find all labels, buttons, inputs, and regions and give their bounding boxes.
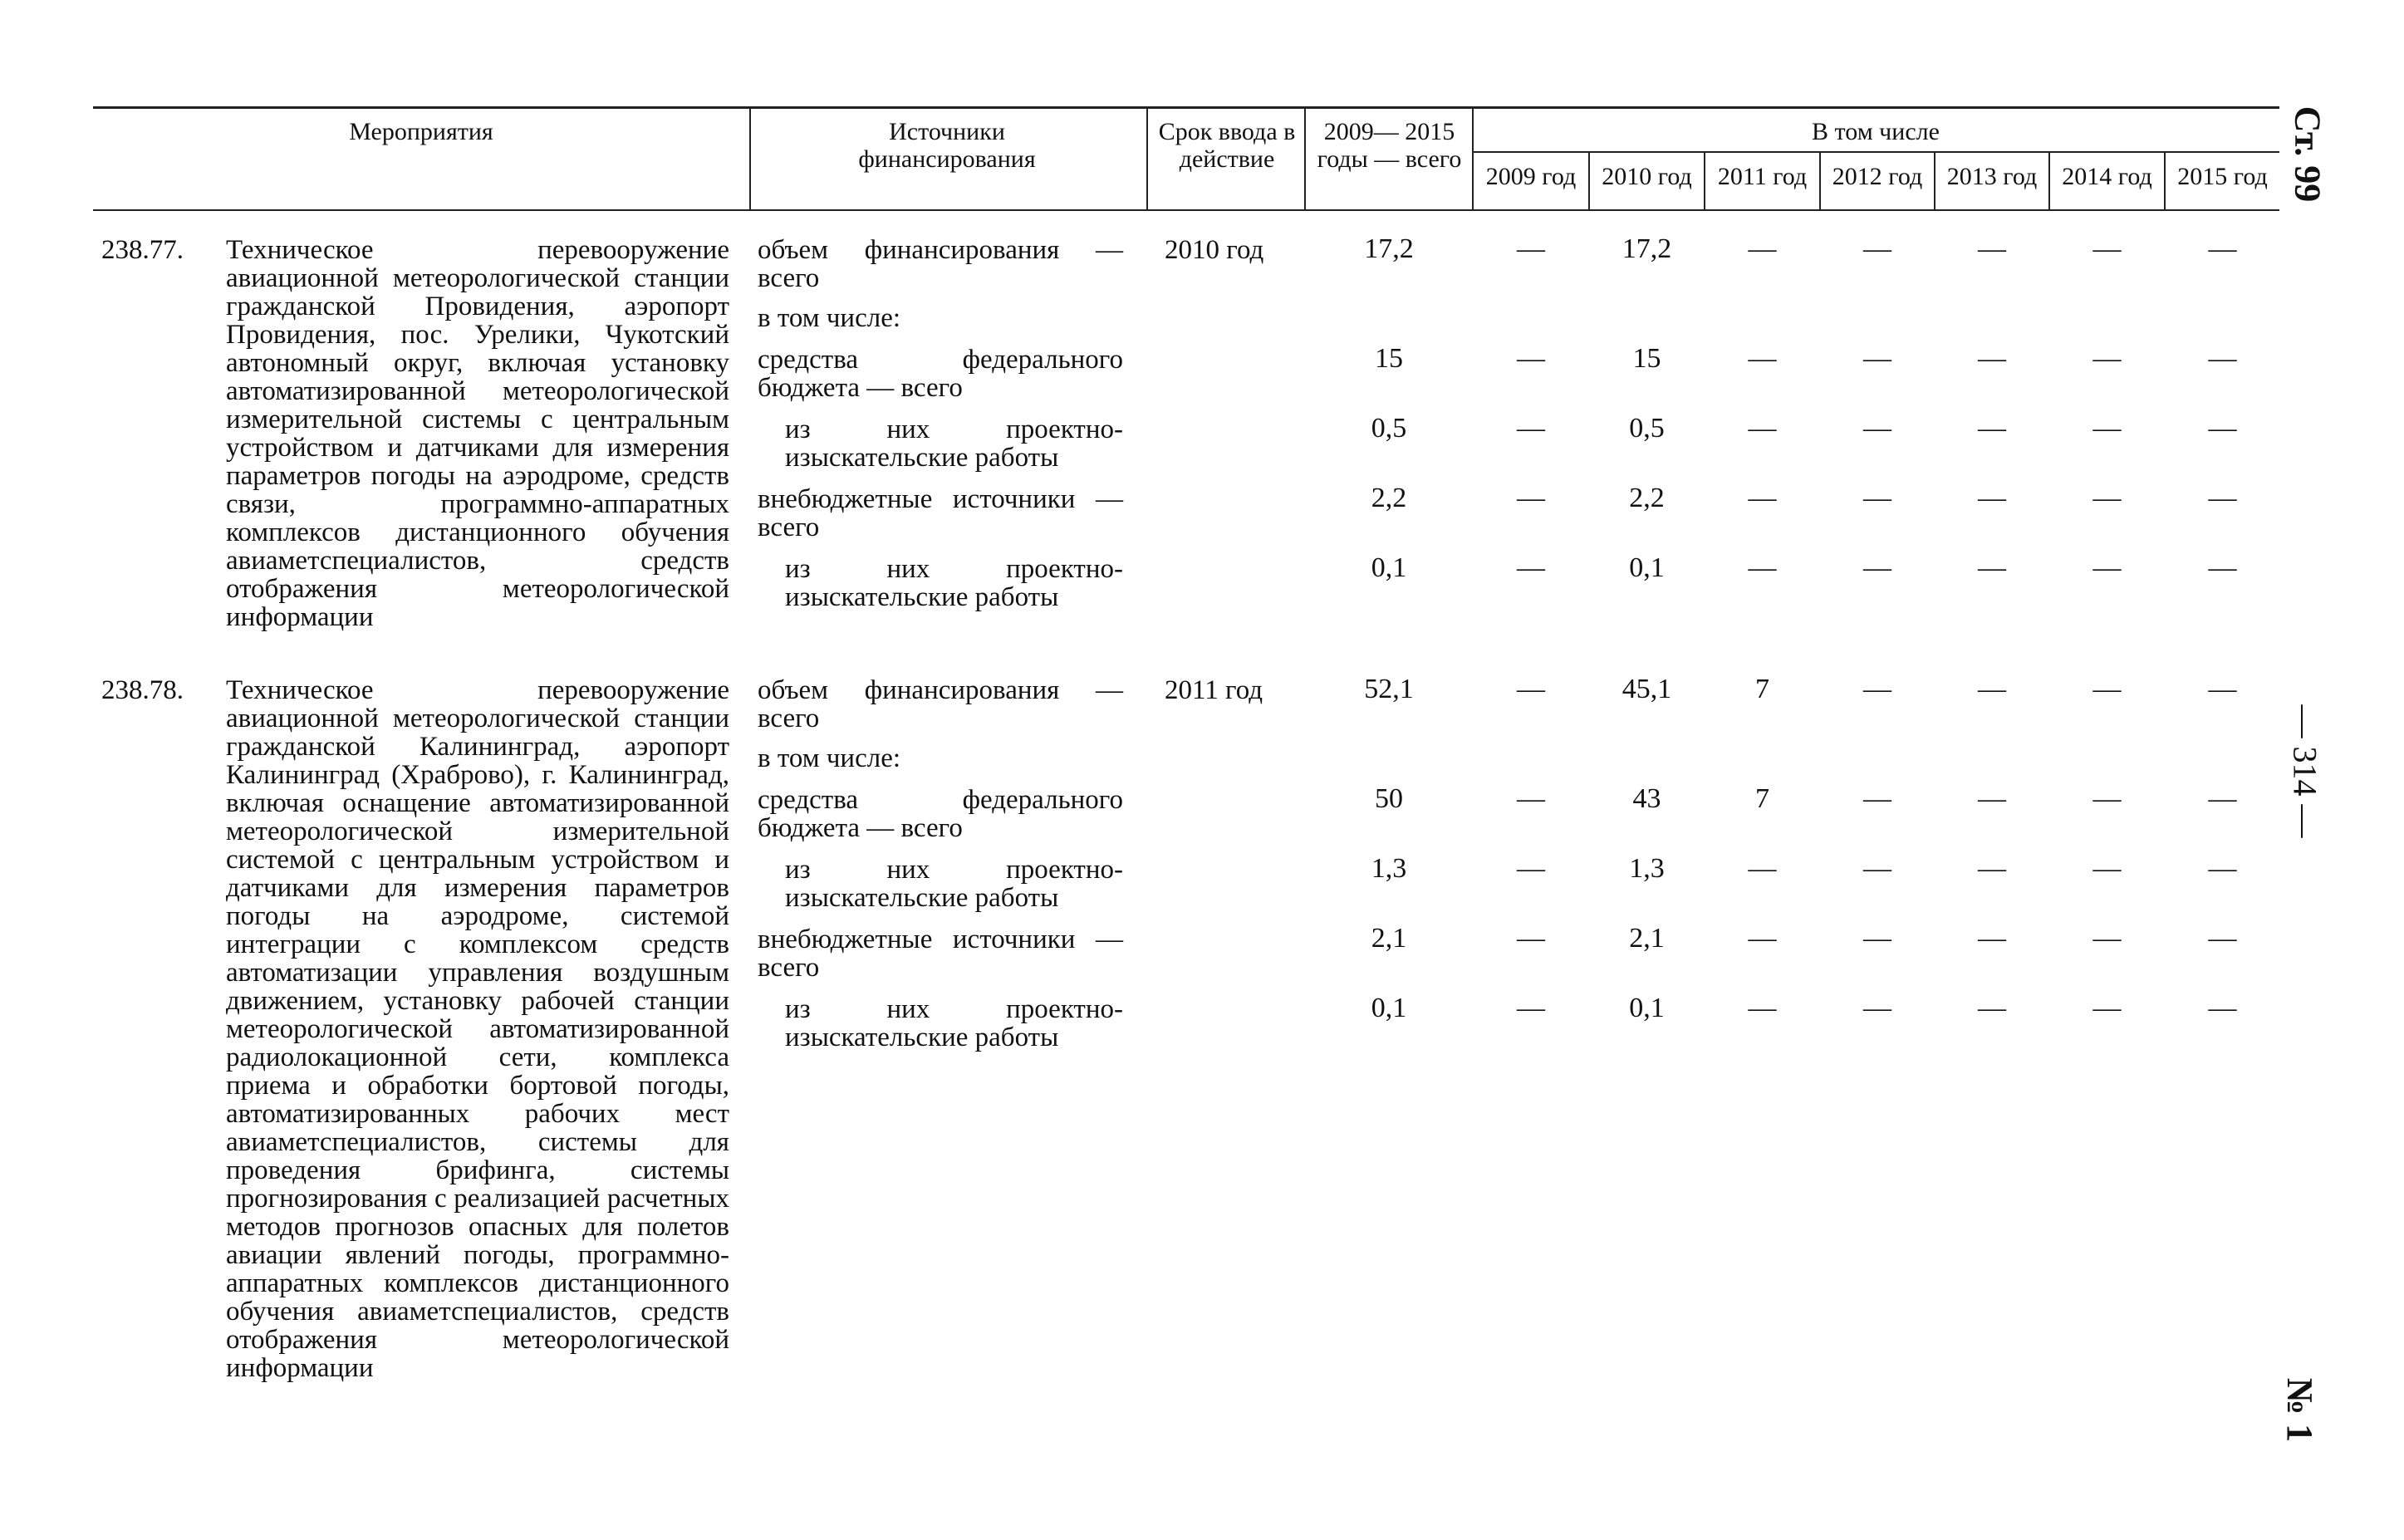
header-total: 2009— 2015 годы — всего bbox=[1317, 118, 1462, 173]
col-divider bbox=[1146, 106, 1148, 211]
total-value: 2,2 bbox=[1371, 483, 1407, 513]
total-value: 52,1 bbox=[1364, 674, 1414, 704]
source-label: в том числе: bbox=[758, 303, 901, 333]
total-value: 50 bbox=[1375, 783, 1403, 814]
year-value: — bbox=[2092, 853, 2122, 884]
year-value: 17,2 bbox=[1621, 233, 1672, 264]
year-value: — bbox=[1517, 483, 1545, 513]
entry-description: Техническое перевооружение авиационной метеорологической станции гражданской Калининград, аэропорт Калининград (Храброво), г. Калининград, включая оснащение автоматизированной метеорологической измерительной системой с центральным устройством и датчиками для измерения параметров погоды на аэродроме, системой интеграции с комплексом средств автоматизации управления воздушным движением, установку рабочей станции метеорологической автоматизированной радиолокационной сети, комплекса приема и обработки бортовой погоды, автоматизированных рабочих мест авиаметспециалистов, системы для проведения брифинга, системы прогнозирования с реализацией расчетных методов прогнозов опасных для полетов авиации явлений погоды, программно-аппаратных комплексов дистанционного обучения авиаметспециалистов, средств отображения метеорологической информации bbox=[226, 675, 729, 1383]
year-value: — bbox=[1517, 853, 1545, 884]
header-year: 2014 год bbox=[2062, 163, 2152, 190]
source-label: из них проектно-изыскательские работы bbox=[785, 855, 1123, 913]
year-value: — bbox=[1978, 552, 2006, 583]
year-value: — bbox=[2092, 413, 2122, 444]
year-value: — bbox=[1863, 783, 1891, 814]
table-top-rule bbox=[93, 106, 2279, 109]
year-value: — bbox=[1748, 552, 1777, 583]
year-value: 7 bbox=[1755, 783, 1769, 814]
header-year: 2012 год bbox=[1832, 163, 1923, 190]
entry-number: 238.77. bbox=[101, 235, 184, 265]
year-value: — bbox=[2208, 552, 2237, 583]
year-value: — bbox=[1517, 413, 1545, 444]
total-value: 0,1 bbox=[1371, 552, 1407, 583]
year-group-rule bbox=[1472, 151, 2279, 153]
year-value: — bbox=[1748, 233, 1777, 264]
year-value: 43 bbox=[1632, 783, 1661, 814]
year-value: — bbox=[1517, 343, 1545, 374]
year-value: — bbox=[2092, 483, 2122, 513]
header-including: В том числе bbox=[1812, 118, 1940, 145]
year-value: — bbox=[1748, 923, 1777, 954]
total-value: 2,1 bbox=[1371, 923, 1407, 954]
year-value: — bbox=[1978, 674, 2006, 704]
year-value: — bbox=[2092, 233, 2122, 264]
year-value: — bbox=[2208, 413, 2237, 444]
source-label: средства федерального бюджета — всего bbox=[758, 785, 1123, 843]
year-value: — bbox=[1517, 674, 1545, 704]
year-value: — bbox=[1863, 413, 1891, 444]
year-value: — bbox=[1748, 413, 1777, 444]
entry-description: Техническое перевооружение авиационной метеорологической станции гражданской Провидения, аэропорт Провидения, пос. Урелики, Чукотский автономный округ, включая установку автоматизированной метеорологической измерительной системы с центральным устройством и датчиками для измерения параметров погоды на аэродроме, средств связи, программно-аппаратных комплексов дистанционного обучения авиаметспециалистов, средств отображения метеорологической информации bbox=[226, 235, 729, 632]
year-value: — bbox=[1863, 233, 1891, 264]
year-value: 0,1 bbox=[1629, 993, 1665, 1023]
page-side-label: Ст. 99 bbox=[2287, 105, 2328, 203]
year-value: — bbox=[2208, 923, 2237, 954]
year-value: — bbox=[1863, 483, 1891, 513]
year-value: — bbox=[1517, 552, 1545, 583]
year-value: — bbox=[2208, 483, 2237, 513]
year-value: — bbox=[2208, 993, 2237, 1023]
entry-number: 238.78. bbox=[101, 675, 184, 705]
year-value: — bbox=[2092, 993, 2122, 1023]
entry-term: 2010 год bbox=[1165, 235, 1264, 265]
header-year: 2009 год bbox=[1485, 163, 1577, 190]
source-label: внебюджетные источники — всего bbox=[758, 484, 1123, 542]
header-year: 2010 год bbox=[1602, 163, 1692, 190]
year-value: — bbox=[1978, 343, 2006, 374]
year-value: — bbox=[2208, 853, 2237, 884]
header-year: 2013 год bbox=[1946, 163, 2038, 190]
source-label: объем финансирования — всего bbox=[758, 675, 1123, 733]
year-value: 2,1 bbox=[1629, 923, 1665, 954]
year-value: — bbox=[1978, 233, 2006, 264]
header-events: Мероприятия bbox=[349, 118, 493, 145]
col-divider bbox=[1304, 106, 1306, 211]
year-value: — bbox=[1517, 993, 1545, 1023]
header-sources: Источники финансирования bbox=[858, 118, 1036, 173]
year-value: — bbox=[1978, 483, 2006, 513]
total-value: 15 bbox=[1375, 343, 1403, 374]
year-value: — bbox=[2208, 343, 2237, 374]
total-value: 0,5 bbox=[1371, 413, 1407, 444]
col-divider bbox=[749, 106, 751, 211]
year-value: — bbox=[1978, 853, 2006, 884]
year-value: — bbox=[1978, 923, 2006, 954]
source-label: из них проектно-изыскательские работы bbox=[785, 994, 1123, 1052]
source-label: объем финансирования — всего bbox=[758, 235, 1123, 293]
page-number: — 314 — bbox=[2286, 704, 2324, 838]
year-value: — bbox=[2092, 674, 2122, 704]
year-value: 0,5 bbox=[1629, 413, 1665, 444]
year-value: — bbox=[1748, 993, 1777, 1023]
year-value: — bbox=[2092, 552, 2122, 583]
source-label: из них проектно-изыскательские работы bbox=[785, 554, 1123, 612]
year-value: 7 bbox=[1755, 674, 1769, 704]
year-value: — bbox=[1978, 993, 2006, 1023]
entry-term: 2011 год bbox=[1165, 675, 1263, 705]
year-value: — bbox=[1517, 233, 1545, 264]
year-value: — bbox=[1748, 853, 1777, 884]
header-bottom-rule bbox=[93, 209, 2279, 211]
year-value: — bbox=[1863, 552, 1891, 583]
total-value: 17,2 bbox=[1364, 233, 1414, 264]
year-value: — bbox=[1517, 783, 1545, 814]
year-value: — bbox=[1863, 343, 1891, 374]
year-value: 0,1 bbox=[1629, 552, 1665, 583]
year-value: — bbox=[2208, 674, 2237, 704]
total-value: 0,1 bbox=[1371, 993, 1407, 1023]
year-value: — bbox=[1978, 413, 2006, 444]
year-value: 1,3 bbox=[1629, 853, 1665, 884]
source-label: в том числе: bbox=[758, 743, 901, 773]
total-value: 1,3 bbox=[1371, 853, 1407, 884]
source-label: внебюджетные источники — всего bbox=[758, 924, 1123, 983]
year-value: — bbox=[2208, 783, 2237, 814]
source-label: из них проектно-изыскательские работы bbox=[785, 414, 1123, 473]
header-year: 2015 год bbox=[2177, 163, 2268, 190]
year-value: 45,1 bbox=[1621, 674, 1672, 704]
issue-number: № 1 bbox=[2279, 1377, 2321, 1443]
year-value: — bbox=[1863, 853, 1891, 884]
header-term: Срок ввода в действие bbox=[1158, 118, 1296, 173]
year-value: — bbox=[1517, 923, 1545, 954]
year-value: — bbox=[1978, 783, 2006, 814]
year-value: — bbox=[1863, 923, 1891, 954]
year-value: — bbox=[2092, 783, 2122, 814]
year-value: — bbox=[1863, 993, 1891, 1023]
year-value: — bbox=[1748, 483, 1777, 513]
year-value: 2,2 bbox=[1629, 483, 1665, 513]
year-value: — bbox=[1863, 674, 1891, 704]
year-value: — bbox=[1748, 343, 1777, 374]
year-value: — bbox=[2092, 923, 2122, 954]
header-year: 2011 год bbox=[1717, 163, 1808, 190]
year-value: 15 bbox=[1632, 343, 1661, 374]
source-label: средства федерального бюджета — всего bbox=[758, 345, 1123, 403]
year-value: — bbox=[2208, 233, 2237, 264]
year-value: — bbox=[2092, 343, 2122, 374]
